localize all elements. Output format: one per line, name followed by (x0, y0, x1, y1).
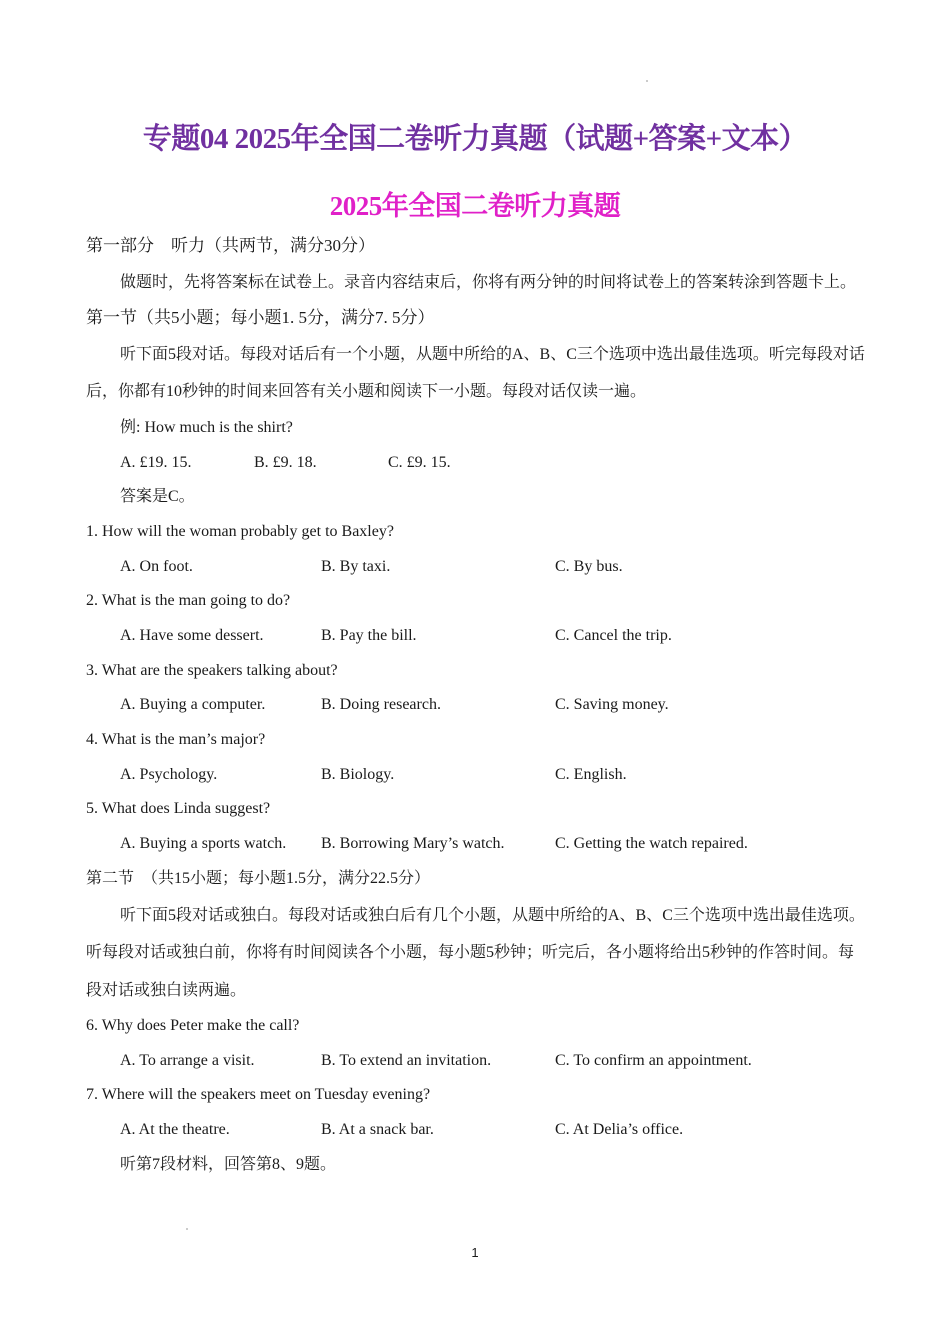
option-c: C. Getting the watch repaired. (555, 835, 748, 853)
option-a: A. Psychology. (120, 765, 218, 783)
option-c: C. Cancel the trip. (555, 627, 672, 644)
next-material-note: 听第7段材料，回答第8、9题。 (120, 1155, 337, 1173)
section2-heading: 第二节 （共15小题；每小题1.5分，满分22.5分） (86, 869, 431, 887)
question-6: 6. Why does Peter make the call? (86, 1017, 300, 1034)
question-3-options (86, 688, 866, 723)
question-5-options (86, 827, 866, 862)
option-c: C. By bus. (555, 557, 623, 575)
question-6-options (86, 1044, 866, 1079)
example-option-c: C. £9. 15. (388, 453, 451, 471)
question-7: 7. Where will the speakers meet on Tuesday evening? (86, 1086, 431, 1104)
example-answer: 答案是C。 (120, 488, 195, 506)
option-b: B. Doing research. (321, 696, 441, 714)
option-a: A. Buying a computer. (120, 696, 266, 714)
option-b: B. Biology. (321, 765, 395, 783)
option-c: C. To confirm an appointment. (555, 1051, 752, 1069)
option-c: C. Saving money. (555, 696, 669, 714)
question-4: 4. What is the man’s major? (86, 731, 266, 749)
section1-instructions: 听下面5段对话。每段对话后有一个小题，从题中所给的A、B、C三个选项中选出最佳选项。听完每段对话后，你都有10秒钟的时间来回答有关小题和阅读下一小题。每段对话仅读一遍。 (86, 345, 865, 401)
option-c: C. At Delia’s office. (555, 1121, 684, 1139)
general-instructions: 做题时，先将答案标在试卷上。录音内容结束后，你将有两分钟的时间将试卷上的答案转涂到答题卡上。 (120, 273, 857, 291)
option-b: B. Pay the bill. (321, 627, 417, 644)
question-1: 1. How will the woman probably get to Baxley? (86, 522, 394, 540)
page-number: 1 (471, 1245, 479, 1260)
question-1-options (86, 550, 866, 585)
section1-heading: 第一节（共5小题；每小题1. 5分，满分7. 5分） (86, 308, 435, 328)
option-a: A. At the theatre. (120, 1121, 230, 1139)
document-subtitle: 2025年全国二卷听力真题 (329, 191, 621, 221)
scan-dot (186, 1228, 188, 1230)
part-heading: 第一部分 听力（共两节，满分30分） (86, 236, 375, 255)
example-options (86, 446, 866, 481)
option-b: B. At a snack bar. (321, 1121, 434, 1139)
example-option-b: B. £9. 18. (254, 453, 317, 471)
question-5: 5. What does Linda suggest? (86, 800, 271, 818)
option-a: A. Have some dessert. (120, 627, 264, 644)
option-a: A. Buying a sports watch. (120, 835, 287, 853)
question-7-options (86, 1113, 866, 1148)
example-question: 例: How much is the shirt? (120, 418, 293, 436)
document-title: 专题04 2025年全国二卷听力真题（试题+答案+文本） (142, 123, 808, 155)
option-b: B. By taxi. (321, 557, 391, 575)
document-body (86, 229, 866, 1182)
example-option-a: A. £19. 15. (120, 453, 192, 471)
section2-instructions: 听下面5段对话或独白。每段对话或独白后有几个小题，从题中所给的A、B、C三个选项中选出最佳选项。听每段对话或独白前，你将有时间阅读各个小题，每小题5秒钟；听完后，各小题将给出5秒钟的作答时间。每段对话或独白读两遍。 (86, 906, 865, 999)
option-c: C. English. (555, 765, 627, 783)
option-b: B. To extend an invitation. (321, 1051, 492, 1069)
option-a: A. On foot. (120, 557, 193, 575)
question-3: 3. What are the speakers talking about? (86, 661, 338, 679)
scan-dot (646, 80, 648, 82)
question-4-options (86, 758, 866, 793)
question-2: 2. What is the man going to do? (86, 592, 291, 610)
option-b: B. Borrowing Mary’s watch. (321, 835, 505, 853)
option-a: A. To arrange a visit. (120, 1051, 255, 1069)
question-2-options (86, 619, 866, 654)
